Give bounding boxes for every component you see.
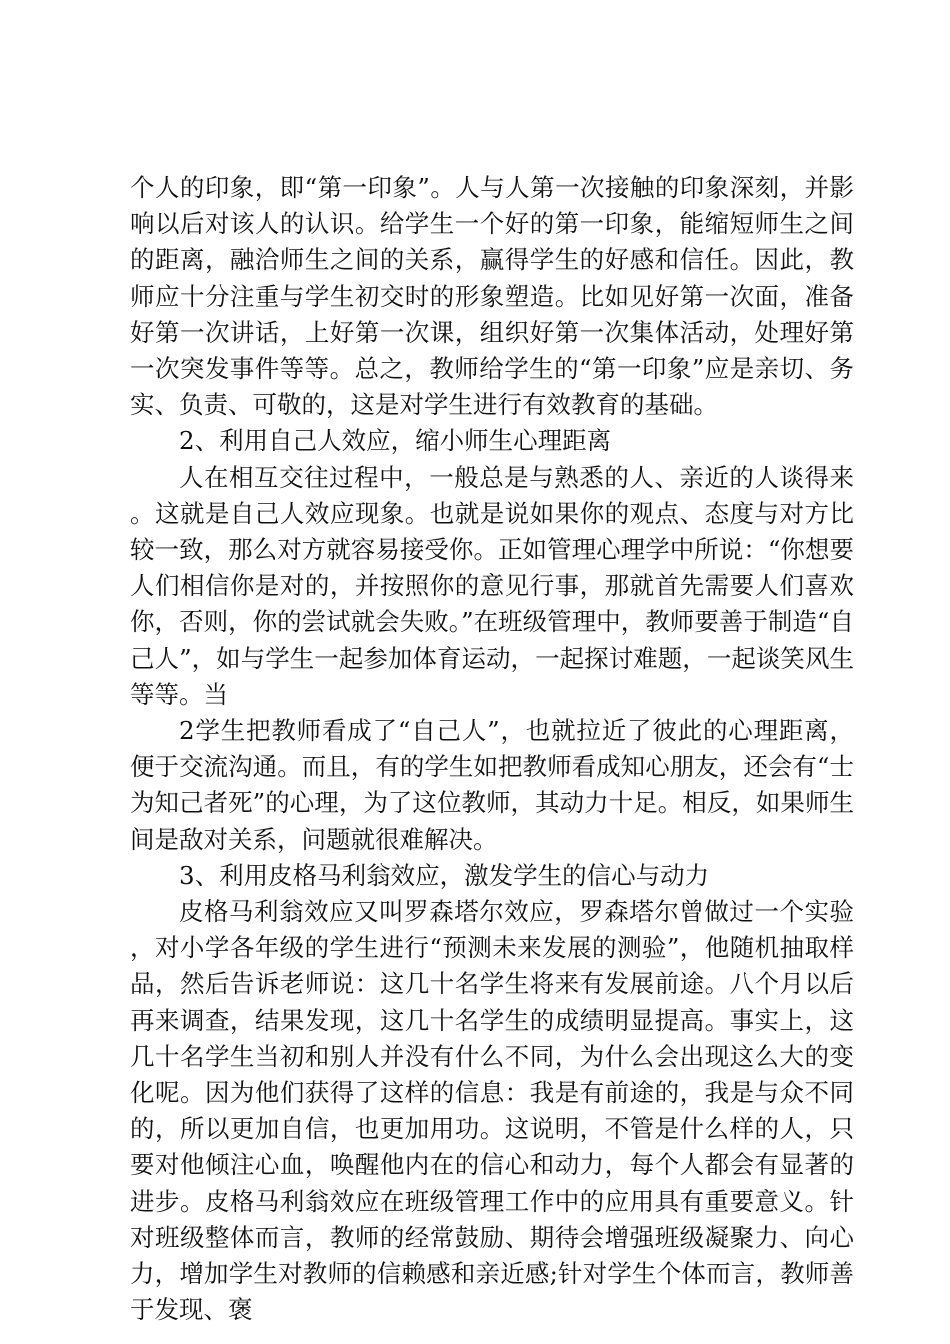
body-paragraph-4: 皮格马利翁效应又叫罗森塔尔效应，罗森塔尔曾做过一个实验，对小学各年级的学生进行“预测未来发展的测验”，他随机抽取样品，然后告诉老师说：这几十名学生将来有发展前途。八个月以后再来调查，结果发现，这几十名学生的成绩明显提高。事实上，这几十名学生当初和别人并没有什么不同，为什么会出现这么大的变化呢。因为他们获得了这样的信息：我是有前途的，我是与众不同的，所以更加自信，也更加用功。这说明，不管是什么样的人，只要对他倾注心血，唤醒他内在的信心和动力，每个人都会有显著的进步。皮格马利翁效应在班级管理工作中的应用具有重要意义。针对班级整体而言，教师的经常鼓励、期待会增强班级凝聚力、向心力，增加学生对教师的信赖感和亲近感;针对学生个体而言，教师善于发现、褒 bbox=[130, 897, 854, 1325]
body-paragraph-2: 人在相互交往过程中，一般总是与熟悉的人、亲近的人谈得来。这就是自己人效应现象。也就是说如果你的观点、态度与对方比较一致，那么对方就容易接受你。正如管理心理学中所说：“你想要人们相信你是对的，并按照你的意见行事，那就首先需要人们喜欢你，否则，你的尝试就会失败。”在班级管理中，教师要善于制造“自己人”，如与学生一起参加体育运动，一起探讨难题，一起谈笑风生等等。当 bbox=[130, 462, 854, 709]
document-page bbox=[130, 170, 854, 1329]
body-paragraph-1: 个人的印象，即“第一印象”。人与人第一次接触的印象深刻，并影响以后对该人的认识。给学生一个好的第一印象，能缩短师生之间的距离，融洽师生之间的关系，赢得学生的好感和信任。因此，教师应十分注重与学生初交时的形象塑造。比如见好第一次面，准备好第一次讲话，上好第一次课，组织好第一次集体活动，处理好第一次突发事件等等。总之，教师给学生的“第一印象”应是亲切、务实、负责、可敬的，这是对学生进行有效教育的基础。 bbox=[130, 173, 854, 420]
section-heading-3: 3、利用皮格马利翁效应，激发学生的信心与动力 bbox=[179, 860, 710, 890]
section-heading-2: 2、利用自己人效应，缩小师生心理距离 bbox=[179, 426, 612, 456]
body-paragraph-3: 2学生把教师看成了“自己人”，也就拉近了彼此的心理距离，便于交流沟通。而且，有的学生如把教师看成知心朋友，还会有“士为知己者死”的心理，为了这位教师，其动力十足。相反，如果师生间是敌对关系，问题就很难解决。 bbox=[130, 716, 854, 854]
